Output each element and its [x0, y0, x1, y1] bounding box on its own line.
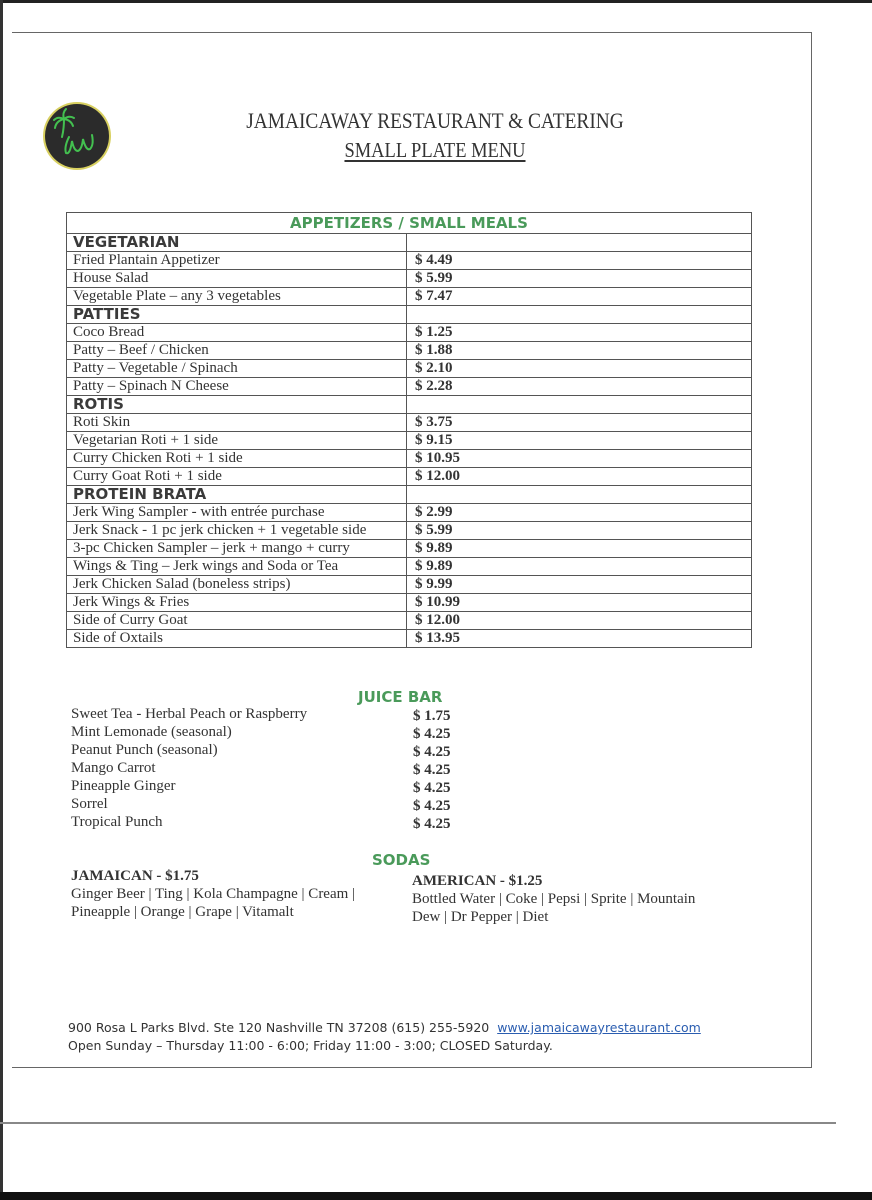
juice-item [71, 759, 461, 777]
menu-item-name: Roti Skin [67, 414, 407, 432]
juice-item [71, 741, 461, 759]
menu-item-price: $ 4.49 [407, 252, 752, 270]
footer-address-line [68, 1019, 701, 1037]
juice-item-price: $ 4.25 [413, 780, 451, 796]
american-sodas-line1: Bottled Water | Coke | Pepsi | Sprite | Mountain [412, 891, 696, 907]
juice-item [71, 705, 461, 723]
menu-item-price: $ 1.88 [407, 342, 752, 360]
menu-item-name: Jerk Wings & Fries [67, 594, 407, 612]
scan-edge-left [0, 0, 3, 1200]
menu-item-row [67, 576, 752, 594]
menu-item-row [67, 288, 752, 306]
scan-edge-top [0, 0, 872, 3]
american-sodas-title: AMERICAN - $1.25 [412, 873, 543, 889]
menu-item-row [67, 270, 752, 288]
menu-item-name: Curry Goat Roti + 1 side [67, 468, 407, 486]
menu-item-row [67, 342, 752, 360]
menu-item-row [67, 630, 752, 648]
menu-item-row [67, 540, 752, 558]
category-name: VEGETARIAN [67, 234, 407, 252]
menu-item-price: $ 13.95 [407, 630, 752, 648]
menu-item-name: Jerk Snack - 1 pc jerk chicken + 1 vegetable side [67, 522, 407, 540]
table-header-row [67, 213, 752, 234]
footer-address: 900 Rosa L Parks Blvd. Ste 120 Nashville TN 37208 (615) 255-5920 [68, 1020, 490, 1035]
menu-item-price: $ 7.47 [407, 288, 752, 306]
juice-item [71, 813, 461, 831]
juice-item-price: $ 4.25 [413, 744, 451, 760]
category-price-empty [407, 234, 752, 252]
category-price-empty [407, 306, 752, 324]
category-price-empty [407, 396, 752, 414]
juice-item-name: Pineapple Ginger [71, 778, 176, 794]
category-row [67, 234, 752, 252]
menu-item-name: Fried Plantain Appetizer [67, 252, 407, 270]
menu-item-name: Wings & Ting – Jerk wings and Soda or Tea [67, 558, 407, 576]
juice-item [71, 777, 461, 795]
juice-item-name: Sweet Tea - Herbal Peach or Raspberry [71, 706, 308, 722]
juice-item-price: $ 1.75 [413, 708, 451, 724]
menu-item-price: $ 5.99 [407, 522, 752, 540]
menu-item-row [67, 450, 752, 468]
menu-item-name: Side of Oxtails [67, 630, 407, 648]
juice-item-name: Tropical Punch [71, 814, 163, 830]
footer-hours: Open Sunday – Thursday 11:00 - 6:00; Friday 11:00 - 3:00; CLOSED Saturday. [68, 1038, 553, 1053]
jamaicaway-logo-icon [42, 101, 112, 171]
menu-item-name: Vegetarian Roti + 1 side [67, 432, 407, 450]
appetizers-table [66, 212, 752, 648]
menu-item-price: $ 2.28 [407, 378, 752, 396]
juice-item-name: Peanut Punch (seasonal) [71, 742, 218, 758]
menu-item-price: $ 10.95 [407, 450, 752, 468]
juice-item-price: $ 4.25 [413, 798, 451, 814]
category-row [67, 396, 752, 414]
appetizers-heading: APPETIZERS / SMALL MEALS [67, 213, 752, 234]
menu-item-price: $ 9.15 [407, 432, 752, 450]
page-shadow [0, 1122, 836, 1124]
menu-item-name: House Salad [67, 270, 407, 288]
category-name: PROTEIN BRATA [67, 486, 407, 504]
menu-item-name: Patty – Beef / Chicken [67, 342, 407, 360]
jamaican-sodas [71, 867, 355, 921]
category-name: ROTIS [67, 396, 407, 414]
menu-item-price: $ 12.00 [407, 612, 752, 630]
menu-item-row [67, 522, 752, 540]
restaurant-title: JAMAICAWAY RESTAURANT & CATERING [246, 108, 624, 133]
menu-item-row [67, 432, 752, 450]
scan-edge-bottom [0, 1192, 872, 1200]
juice-item-price: $ 4.25 [413, 726, 451, 742]
jamaican-sodas-line2: Pineapple | Orange | Grape | Vitamalt [71, 904, 294, 920]
svg-text:JW: JW [77, 163, 79, 164]
american-sodas [412, 872, 695, 926]
sodas-heading: SODAS [372, 851, 431, 869]
menu-item-name: Jerk Wing Sampler - with entrée purchase [67, 504, 407, 522]
menu-subtitle: SMALL PLATE MENU [344, 138, 526, 162]
menu-item-name: Patty – Vegetable / Spinach [67, 360, 407, 378]
menu-item-row [67, 594, 752, 612]
menu-item-price: $ 10.99 [407, 594, 752, 612]
juice-item-name: Sorrel [71, 796, 108, 812]
menu-item-name: Jerk Chicken Salad (boneless strips) [67, 576, 407, 594]
website-link[interactable]: www.jamaicawayrestaurant.com [497, 1020, 701, 1035]
menu-item-price: $ 9.89 [407, 540, 752, 558]
menu-item-row [67, 504, 752, 522]
jamaican-sodas-title: JAMAICAN - $1.75 [71, 868, 199, 884]
menu-item-price: $ 1.25 [407, 324, 752, 342]
juice-item [71, 795, 461, 813]
juice-item-name: Mint Lemonade (seasonal) [71, 724, 232, 740]
menu-item-name: Curry Chicken Roti + 1 side [67, 450, 407, 468]
menu-item-price: $ 3.75 [407, 414, 752, 432]
menu-item-name: Patty – Spinach N Cheese [67, 378, 407, 396]
american-sodas-line2: Dew | Dr Pepper | Diet [412, 909, 549, 925]
menu-item-row [67, 414, 752, 432]
menu-item-row [67, 360, 752, 378]
menu-item-price: $ 2.10 [407, 360, 752, 378]
menu-item-row [67, 252, 752, 270]
menu-item-price: $ 2.99 [407, 504, 752, 522]
menu-item-price: $ 12.00 [407, 468, 752, 486]
menu-item-name: Vegetable Plate – any 3 vegetables [67, 288, 407, 306]
menu-item-name: Coco Bread [67, 324, 407, 342]
juice-bar-heading: JUICE BAR [358, 688, 443, 706]
footer [68, 1019, 701, 1055]
juice-item-name: Mango Carrot [71, 760, 156, 776]
juice-item [71, 723, 461, 741]
menu-item-row [67, 612, 752, 630]
menu-item-name: Side of Curry Goat [67, 612, 407, 630]
menu-item-price: $ 5.99 [407, 270, 752, 288]
category-name: PATTIES [67, 306, 407, 324]
menu-item-row [67, 468, 752, 486]
menu-item-price: $ 9.89 [407, 558, 752, 576]
category-row [67, 486, 752, 504]
menu-item-row [67, 378, 752, 396]
category-price-empty [407, 486, 752, 504]
menu-item-row [67, 324, 752, 342]
menu-item-row [67, 558, 752, 576]
menu-item-name: 3-pc Chicken Sampler – jerk + mango + curry [67, 540, 407, 558]
menu-item-price: $ 9.99 [407, 576, 752, 594]
juice-item-price: $ 4.25 [413, 762, 451, 778]
jamaican-sodas-line1: Ginger Beer | Ting | Kola Champagne | Cream | [71, 886, 356, 902]
juice-item-price: $ 4.25 [413, 816, 451, 832]
juice-bar-list [71, 705, 461, 831]
category-row [67, 306, 752, 324]
